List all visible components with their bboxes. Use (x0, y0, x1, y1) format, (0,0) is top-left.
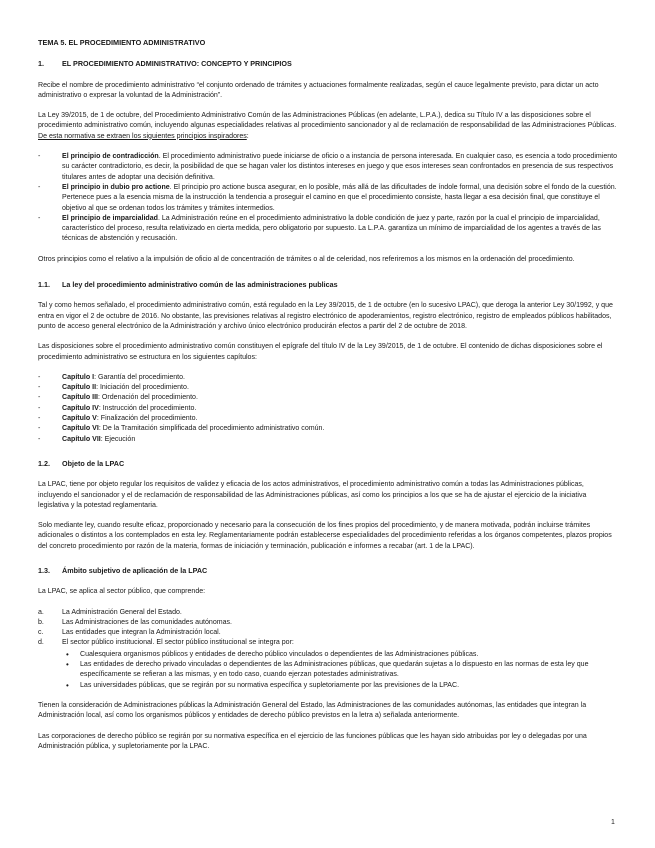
section-1-2-heading (38, 459, 618, 469)
chapter-text: : Finalización del procedimiento. (96, 415, 198, 423)
section-1-title: EL PROCEDIMIENTO ADMINISTRATIVO: CONCEPTO Y PRINCIPIOS (62, 59, 292, 69)
section-number: 1.2. (38, 458, 50, 468)
list-item (38, 404, 618, 414)
section-number: 1.1. (38, 280, 50, 290)
chapter-name: Capítulo I (62, 373, 95, 381)
list-item: • Cualesquiera organismos públicos y entidades de derecho público vinculados o dependientes de las Administraciones públicas. (38, 650, 618, 660)
list-text: El sector público institucional. El sector público institucional se integra por: (62, 639, 294, 647)
principle-text: . El principio pro actione busca asegurar, en lo posible, más allá de las dificultades de índole formal, una decisión sobre el fondo de la cuestión. Pertenece pues a la esencia misma de la instrucción la tendencia a proseguir el camino en que el procedimiento consiste, hasta llegar a esa decisión final, que constituye el objetivo al que se ordenan todos los trámites y trámites intermedios. (62, 183, 617, 212)
chapter-name: Capítulo II (62, 384, 97, 392)
principle-text: . El procedimiento administrativo puede iniciarse de oficio o a instancia de persona interesada. En cualquier caso, es esencia a todo procedimiento su carácter contradictorio, es decir, la posibilidad de que se hagan valer los distintos intereses en juego y que esos intereses sean confrontados en presencia de sus respectivos titulares antes de adoptar una decisión definitiva. (62, 153, 618, 181)
section-1-1-heading (38, 280, 618, 290)
list-item: • Las universidades públicas, que se regirán por su normativa específica y supletoriamente por las previsiones de la LPAC. (38, 681, 618, 691)
list-item (38, 618, 618, 628)
paragraph: Recibe el nombre de procedimiento administrativo “el conjunto ordenado de trámites y actuaciones formalmente realizadas, según el cauce legalmente previsto, para dictar un acto administrativo o expresar la voluntad de la Administración”. (38, 81, 599, 99)
paragraph: La LPAC, se aplica al sector público, que comprende: (38, 588, 206, 596)
principle-name: El principio in dubio pro actione (62, 183, 170, 191)
underlined-text: De esta normativa se extraen los siguientes principios inspiradores (38, 132, 247, 140)
section-1-number: 1. (38, 59, 44, 69)
list-item (38, 414, 618, 424)
chapter-name: Capítulo IV (62, 404, 99, 412)
paragraph: Tienen la consideración de Administraciones públicas la Administración General del Estado, las Administraciones de las comunidades autónomas, las entidades que integran la Administración local, así como los organismos públicos y entidades de derecho público previstos en la letra a) señalada anteriormente. (38, 701, 587, 720)
list-item (38, 638, 618, 648)
paragraph: Las corporaciones de derecho público se regirán por su normativa específica en el ejercicio de las funciones públicas que les hayan sido atribuidas por ley o delegadas por una Administración pública, y supletoriamente por la LPAC. (38, 732, 587, 750)
list-item (38, 393, 618, 403)
principles-list (38, 152, 618, 245)
chapter-name: Capítulo III (62, 394, 99, 402)
paragraph (38, 111, 618, 142)
paragraph: Tal y como hemos señalado, el procedimiento administrativo común, está regulado en la Ley 39/2015, de 1 de octubre (en lo sucesivo LPAC), que deroga la anterior Ley 30/1992, y que entra en vigor el 2 de octubre de 2016. No obstante, las previsiones relativas al registro electrónico de apoderamientos, registro electrónico, registro de empleados públicos habilitados, punto de acceso general electrónico de la Administración y archivo único electrónico producirán efectos a partir del 2 de octubre de 2018. (38, 302, 613, 330)
principle-name: El principio de imparcialidad (62, 214, 158, 222)
list-item (38, 183, 618, 214)
paragraph-text: La Ley 39/2015, de 1 de octubre, del Procedimiento Administrativo Común de las Administraciones Públicas (en adelante, L.P.A.), dedica su Título IV a las disposiciones sobre el procedimiento administrativo común, incluyendo algunas especialidades relativas al procedimiento sancionador y al de reclamación de responsabilidad de las Administraciones Públicas. (38, 112, 617, 130)
chapters-list (38, 373, 618, 445)
list-item (38, 628, 618, 638)
chapter-name: Capítulo VI (62, 425, 99, 433)
institutional-sector-list (38, 650, 618, 691)
list-item (38, 214, 618, 245)
list-marker: b. (38, 618, 44, 626)
list-text: La Administración General del Estado. (62, 608, 182, 616)
chapter-name: Capítulo VII (62, 435, 101, 443)
section-title: Objeto de la LPAC (62, 458, 125, 468)
section-1-heading (38, 59, 618, 69)
section-title: La ley del procedimiento administrativo común de las administraciones publicas (62, 280, 338, 290)
chapter-text: : Ejecución (100, 435, 136, 443)
paragraph-text: : (246, 132, 249, 140)
paragraph: Solo mediante ley, cuando resulte eficaz, proporcionado y necesario para la consecución de los fines propios del procedimiento, y de manera motivada, podrán incluirse trámites adicionales o distintos a los contemplados en esta ley. Reglamentariamente podrán establecerse especialidades del procedimiento referidas a los órganos competentes, plazos propios del concreto procedimiento por razón de la materia, formas de iniciación y terminación, publicación e informes a recabar (art. 1 de la LPAC). (38, 522, 612, 550)
principle-text: . La Administración reúne en el procedimiento administrativo la doble condición de juez y parte, razón por la cual el principio de imparcialidad, característico del proceso, resulta relativizado en cierta medida, pero obligatorio por supuesto. La L.P.A. garantiza un mínimo de imparcialidad de los agentes a través de las técnicas de abstención y recusación. (62, 214, 601, 243)
chapter-text: : Garantía del procedimiento. (94, 373, 185, 381)
list-marker: a. (38, 608, 44, 616)
chapter-text: : Ordenación del procedimiento. (98, 394, 198, 402)
paragraph: Otros principios como el relativo a la impulsión de oficio al de concentración de trámites o al de celeridad, nos referiremos a los mismos en la ordenación del procedimiento. (38, 255, 575, 263)
section-title: Ámbito subjetivo de aplicación de la LPAC (62, 565, 208, 575)
list-text: Las entidades que integran la Administración local. (62, 629, 221, 637)
sector-list (38, 608, 618, 649)
document-title: TEMA 5. EL PROCEDIMIENTO ADMINISTRATIVO (38, 38, 206, 47)
list-item (38, 152, 618, 183)
list-item (38, 373, 618, 383)
list-item (38, 608, 618, 618)
list-marker: d. (38, 639, 44, 647)
chapter-text: : De la Tramitación simplificada del procedimiento administrativo común. (98, 425, 325, 433)
page-number: 1 (611, 819, 615, 826)
paragraph: Las disposiciones sobre el procedimiento administrativo común constituyen el epígrafe del título IV de la Ley 39/2015, de 1 de octubre. El contenido de dichas disposiciones sobre el procedimiento administrativo se estructura en los siguientes capítulos: (38, 343, 603, 361)
document-page (38, 36, 618, 752)
principle-name: El principio de contradicción (62, 153, 159, 161)
list-item (38, 424, 618, 434)
chapter-text: : Iniciación del procedimiento. (96, 384, 189, 392)
list-item: • Las entidades de derecho privado vinculadas o dependientes de las Administraciones públicas, que quedarán sujetas a lo dispuesto en las normas de esta ley que específicamente se refieran a las mismas, y en todo caso, cuando ejerzan potestades administrativas. (38, 660, 618, 681)
section-1-3-heading (38, 566, 618, 576)
section-number: 1.3. (38, 565, 50, 575)
list-text: Las Administraciones de las comunidades autónomas. (62, 618, 233, 626)
paragraph: La LPAC, tiene por objeto regular los requisitos de validez y eficacia de los actos administrativos, el procedimiento administrativo común a todas las Administraciones públicas, incluyendo el sancionador y el de reclamación de responsabilidad de las Administraciones públicas, así como los principios a los que se ha de ajustar el ejercicio de la iniciativa legislativa y la potestad reglamentaria. (38, 481, 587, 509)
list-item (38, 435, 618, 445)
chapter-name: Capítulo V (62, 415, 97, 423)
chapter-text: : Instrucción del procedimiento. (98, 404, 197, 412)
list-marker: c. (38, 629, 44, 637)
list-item (38, 383, 618, 393)
